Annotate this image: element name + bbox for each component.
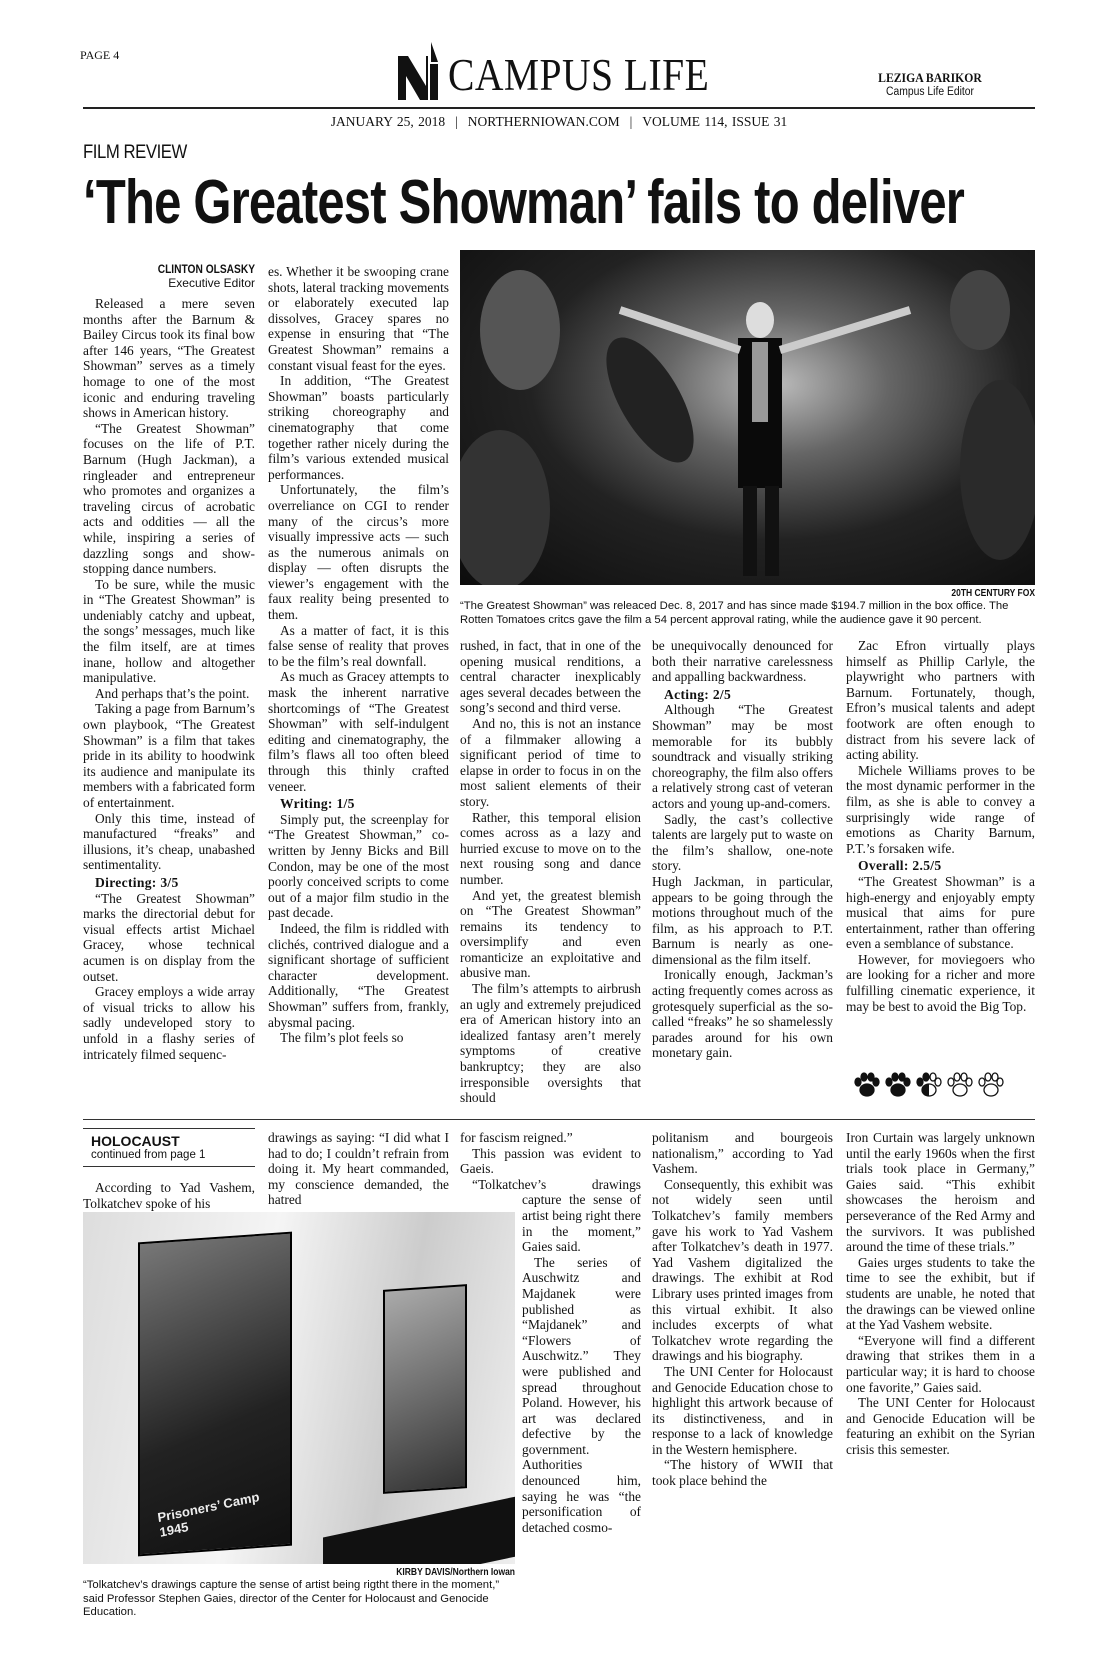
paw-outline-icon [946, 1072, 974, 1103]
paragraph: be unequivocally denounced for both their narrative carelessness and appalling backwardness. [652, 638, 833, 685]
jump-title: HOLOCAUST [91, 1133, 180, 1149]
issue-date: JANUARY 25, 2018 [330, 114, 446, 129]
paragraph: The film’s plot feels so [280, 1030, 404, 1046]
paragraph: Michele Williams proves to be the most dynamic performer in the film, as she is able to convey a surprisingly wide range of emotions as Charity Barnum, P.T.’s forsaken wife. [846, 762, 1035, 856]
paragraph: This passion was evident to Gaeis. [460, 1145, 641, 1177]
paragraph: As a matter of fact, it is this false sense of reality that proves to be the film’s real downfall. [268, 622, 449, 669]
northern-iowan-logo-icon [398, 42, 444, 100]
paragraph: To be sure, while the music in “The Greatest Showman” is undeniably catchy and upbeat, the songs’ messages, much like the film itself, are at times inane, hollow and altogether manipulative. [83, 576, 255, 686]
paragraph: Simply put, the screenplay for “The Greatest Showman,” co-written by Jenny Bicks and Bill Condon, may be one of the most poorly conceived scripts to come out of a major film studio in the past decade. [268, 811, 449, 921]
dateline [83, 114, 1035, 130]
paw-half-icon [915, 1072, 943, 1103]
paw-outline-icon [977, 1072, 1005, 1103]
article-headline: ‘The Greatest Showman’ fails to deliver [83, 168, 965, 237]
paragraph: Taking a page from Barnum’s own playbook, “The Greatest Showman” is a film that takes pride in its ability to hoodwink its audience and manipulate its members with a fabricated form of entertainment. [83, 701, 255, 810]
article-column-3 [460, 638, 641, 1106]
photo-credit: KIRBY DAVIS/Northern Iowan [396, 1567, 515, 1578]
display-table [323, 1486, 515, 1564]
section-divider [83, 1119, 1035, 1120]
volume-issue: VOLUME 114, ISSUE 31 [642, 114, 788, 129]
paw-rating [853, 1072, 1005, 1103]
jump-continued: continued from page 1 [91, 1149, 206, 1161]
paragraph: Gaies urges students to take the time to see the exhibit, but if students are unable, he noted that the drawings can be viewed online at the Yad Vashem website. [846, 1254, 1035, 1333]
paragraph: As much as Gracey attempts to mask the inherent narrative shortcomings of “The Greatest Showman” with self-indulgent editing and cinematography, the film’s flaws all too often bleed through this thinly crafted veneer. [268, 669, 449, 794]
paragraph: Gracey employs a wide array of visual tricks to allow his sadly undeveloped story to unfold in a flashy series of intricately filmed sequenc- [83, 984, 255, 1062]
paragraph: drawings as saying: “I did what I had to do; I couldn’t refrain from doing it. My heart commanded, my conscience demanded, the hatred [268, 1130, 449, 1208]
paragraph: Sadly, the cast’s collective talents are largely put to waste on the film’s shallow, one-note story. [652, 811, 833, 874]
section-editor [860, 70, 1000, 98]
paragraph: And perhaps that’s the point. [95, 685, 250, 701]
paragraph: Rather, this temporal elision comes across as a lazy and hurried excuse to move on to the next rousing song and dance number. [460, 809, 641, 887]
photo-caption: “The Greatest Showman” was releaced Dec. 8, 2017 and has since made $194.7 million in the box office. The Rotten Tomatoes critcs gave the film a 54 percent approval rating, while the audience gave it 90 percent. [460, 600, 1009, 626]
paragraph: According to Yad Vashem, Tolkatchev spoke of his [83, 1180, 255, 1211]
website: NORTHERNIOWAN.COM [467, 114, 620, 129]
article-column-5 [846, 638, 1035, 1014]
paragraph: “Tolkatchev’s drawings capture the sense of artist being right there in the moment,” Gaies said. [472, 1176, 641, 1255]
artwork-title: Prisoners’ Camp 1945 [156, 1489, 261, 1540]
rating-subhead: Acting: 2/5 [664, 686, 732, 702]
paragraph: “The history of WWII that took place behind the [652, 1457, 833, 1489]
paragraph: es. Whether it be swooping crane shots, lateral tracking movements or elaborately executed lap dissolves, Gracey spares no expense in ensuring that “The Greatest Showman” remains a constant visual feast for the eyes. [268, 264, 449, 373]
holocaust-column-1 [83, 1180, 255, 1211]
paragraph: Hugh Jackman, in particular, appears to be going through the motions throughout much of the film, as his approach to P.T. Barnum is nearly as one-dimensional as the film itself. [652, 873, 833, 967]
byline [83, 262, 255, 290]
page-number: PAGE 4 [80, 48, 120, 62]
paragraph: politanism and bourgeois nationalism,” according to Yad Vashem. [652, 1130, 833, 1177]
paragraph: rushed, in fact, that in one of the opening musical renditions, a central character inexplicably ages several decades between the song’s second and third verse. [460, 638, 641, 716]
paragraph: The UNI Center for Holocaust and Genocide Education chose to highlight this artwork because of its distinctiveness, and in response to a lack of knowledge in the Western hemisphere. [652, 1363, 833, 1457]
holocaust-column-4 [652, 1130, 833, 1489]
article-kicker: FILM REVIEW [83, 142, 187, 163]
photo-credit: 20TH CENTURY FOX [951, 588, 1035, 599]
paragraph: Iron Curtain was largely unknown until the early 1960s when the first trials took place in Germany,” Gaies said. “This exhibit showcases the heroism and perseverance of the Red Army and the survivors. It was published around the time of these trials.” [846, 1130, 1035, 1255]
paragraph: The series of Auschwitz and Majdanek were published as “Majdanek” and “Flowers of Auschwitz.” They were published and spread throughout Poland. However, his art was declared defective by the government. Authorities denounced him, saying he was “the personification of detached cosmo- [522, 1254, 641, 1535]
performers-illustration [460, 250, 1035, 585]
paragraph: “The Greatest Showman” marks the directorial debut for visual effects artist Michael Gracey, whose technical acumen is on display from the outset. [83, 890, 255, 984]
paragraph: for fascism reigned.” [460, 1130, 573, 1145]
paragraph: Consequently, this exhibit was not widely seen until Tolkatchev’s family members gave his work to Yad Vashem after Tolkatchev’s death in 1977. Yad Vashem digitalized the drawings. The exhibit at Rod Library uses printed images from this virtual exhibit. It also includes excerpts of what Tolkatchev wrote regarding the drawings and his biography. [652, 1176, 833, 1364]
showman-photo [460, 250, 1035, 585]
paragraph: However, for moviegoers who are looking for a richer and more fulfilling cinematic experience, it may be best to avoid the Big Top. [846, 951, 1035, 1014]
photo-caption: “Tolkatchev’s drawings capture the sense of artist being rigtht there in the moment,” said Professor Stephen Gaies, director of the Center for Holocaust and Genocide Education. [83, 1579, 500, 1618]
separator: | [455, 114, 458, 129]
paw-filled-icon [853, 1072, 881, 1103]
header-rule [83, 107, 1035, 109]
paragraph: Zac Efron virtually plays himself as Phillip Carlyle, the playwright who partners with Barnum. Fortunately, though, Efron’s musical talents and adept footwork are often enough to distract from his severe lack of acting ability. [846, 638, 1035, 763]
editor-name: LEZIGA BARIKOR [878, 70, 982, 85]
exhibit-photo [83, 1212, 515, 1564]
paragraph: Although “The Greatest Showman” may be most memorable for its bubbly soundtrack and visually striking choreography, the film also offers a relatively strong cast of veteran actors and young up-and-comers. [652, 702, 833, 811]
holocaust-column-5 [846, 1130, 1035, 1457]
exhibit-drawing-frame [383, 1284, 467, 1494]
exhibit-drawing-frame [138, 1232, 292, 1557]
paragraph: “Everyone will find a different drawing that strikes them in a particular way; it is hard to choose one favorite,” Gaies said. [846, 1332, 1035, 1395]
paragraph: “The Greatest Showman” focuses on the life of P.T. Barnum (Hugh Jackman), a ringleader and entrepreneur who promotes and organizes a traveling circus of acrobatic acts and oddities — all the while, inspiring a series of dazzling songs and show-stopping dance numbers. [83, 420, 255, 577]
paragraph: And yet, the greatest blemish on “The Greatest Showman” remains its tendency to oversimplify and even romanticize an exploitative and abusive man. [460, 887, 641, 981]
paragraph: In addition, “The Greatest Showman” boasts particularly striking choreography and cinematography that come together rather nicely during the film’s various extended musical performances. [268, 373, 449, 482]
author-name: CLINTON OLSASKY [157, 262, 255, 276]
editor-role: Campus Life Editor [885, 86, 975, 98]
paw-filled-icon [884, 1072, 912, 1103]
article-column-1 [83, 296, 255, 1062]
paragraph: Released a mere seven months after the Barnum & Bailey Circus took its final bow after 146 years, “The Greatest Showman” serves as a timely homage to one of the most iconic and enduring traveling shows in American history. [83, 296, 255, 421]
jump-label [83, 1128, 255, 1167]
paragraph: Unfortunately, the film’s overreliance on CGI to render many of the circus’s more visually impressive acts — such as the numerous animals on display — often disrupts the viewer’s engagement with the faux reality being presented to them. [268, 482, 449, 623]
paragraph: The film’s attempts to airbrush an ugly and extremely prejudiced era of American history into an idealized fantasy aren’t merely symptoms of creative bankruptcy; they are also irresponsible oversights that should [460, 981, 641, 1106]
rating-subhead: Overall: 2.5/5 [858, 858, 942, 874]
rating-subhead: Writing: 1/5 [280, 796, 355, 812]
paragraph: The UNI Center for Holocaust and Genocide Education will be featuring an exhibit on the Syrian crisis this semester. [846, 1395, 1035, 1457]
article-column-4 [652, 638, 833, 1061]
article-column-2 [268, 264, 449, 1046]
rating-subhead: Directing: 3/5 [95, 874, 179, 890]
separator: | [629, 114, 633, 129]
paragraph: “The Greatest Showman” is a high-energy and enjoyably empty musical that aims for pure entertainment, rather than offering even a semblance of substance. [846, 873, 1035, 952]
paragraph: Indeed, the film is riddled with clichés, contrived dialogue and a significant shortage of sufficient character development. Additionally, “The Greatest Showman” suffers from, frankly, abysmal pacing. [268, 920, 449, 1030]
author-role: Executive Editor [168, 276, 255, 290]
holocaust-column-2 [268, 1130, 449, 1208]
paragraph: And no, this is not an instance of a filmmaker allowing a significant period of time to elapse in order to focus in on the most salient elements of their story. [460, 715, 641, 809]
paragraph: Only this time, instead of manufactured “freaks” and illusions, it’s cheap, unabashed sentimentality. [83, 810, 255, 873]
section-title: CAMPUS LIFE [448, 50, 710, 100]
paragraph: Ironically enough, Jackman’s acting frequently comes across as grotesquely superficial as the so-called “freaks” he so shamelessly parades around for his own monetary gain. [652, 967, 833, 1061]
